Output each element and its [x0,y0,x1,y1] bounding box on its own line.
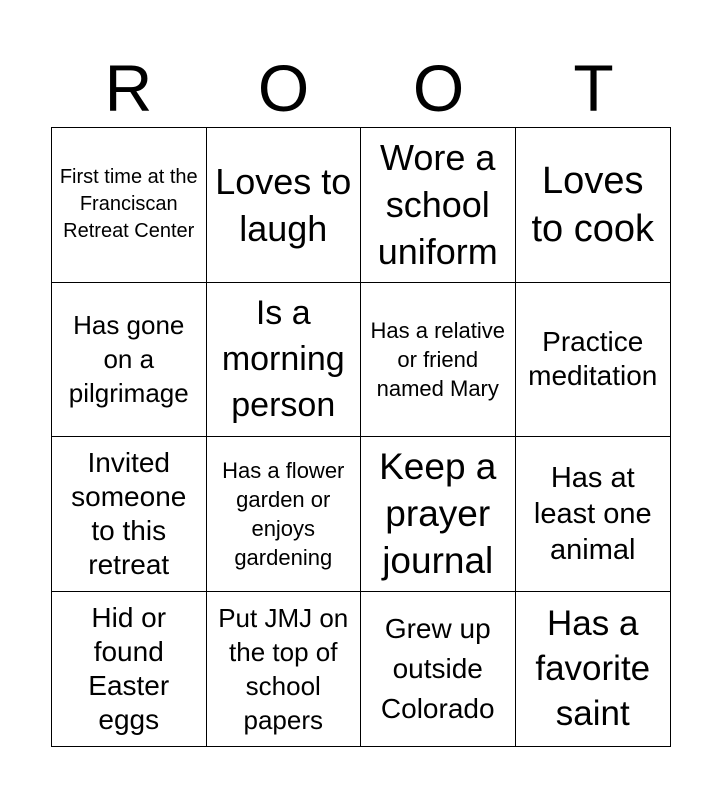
bingo-cell[interactable] [516,437,671,592]
bingo-cell-text: Has at least one animal [533,461,652,566]
bingo-cell[interactable] [516,592,671,747]
header-letter: O [257,51,310,125]
bingo-cell-text: Has a favorite saint [535,604,651,734]
bingo-cell[interactable] [207,128,362,283]
bingo-cell-text: Hid or found Easter eggs [88,601,170,735]
bingo-cell-text: Loves to laugh [215,160,352,249]
bingo-cell-text: Put JMJ on the top of school papers [218,602,349,735]
bingo-cell-text: First time at the Franciscan Retreat Center [59,166,198,243]
bingo-cell[interactable] [52,437,207,592]
bingo-cell-text: Has a relative or friend named Mary [370,317,505,401]
bingo-cell-text: Grew up outside Colorado [380,612,495,724]
bingo-cell[interactable] [516,128,671,283]
bingo-cell[interactable] [52,283,207,438]
bingo-cell[interactable] [52,128,207,283]
header-letter: R [104,51,153,125]
bingo-cell[interactable] [207,592,362,747]
header-letter: T [573,51,614,125]
bingo-cell[interactable] [52,592,207,747]
bingo-cell[interactable] [207,283,362,438]
bingo-cell-text: Invited someone to this retreat [71,446,187,580]
bingo-board [51,127,671,747]
bingo-cell-text: Wore a school uniform [377,137,498,273]
bingo-cell[interactable] [361,283,516,438]
bingo-cell-text: Keep a prayer journal [379,446,497,582]
bingo-cell-text: Has gone on a pilgrimage [68,310,189,409]
bingo-cell-text: Loves to cook [531,159,655,250]
bingo-cell-text: Has a flower garden or enjoys gardening [222,457,345,570]
bingo-cell[interactable] [516,283,671,438]
bingo-cell[interactable] [361,128,516,283]
bingo-cell[interactable] [361,437,516,592]
header-letter: O [412,51,465,125]
bingo-cell-text: Practice meditation [528,326,658,392]
bingo-header [51,48,671,128]
bingo-cell-text: Is a morning person [221,294,345,425]
bingo-cell[interactable] [361,592,516,747]
bingo-cell[interactable] [207,437,362,592]
